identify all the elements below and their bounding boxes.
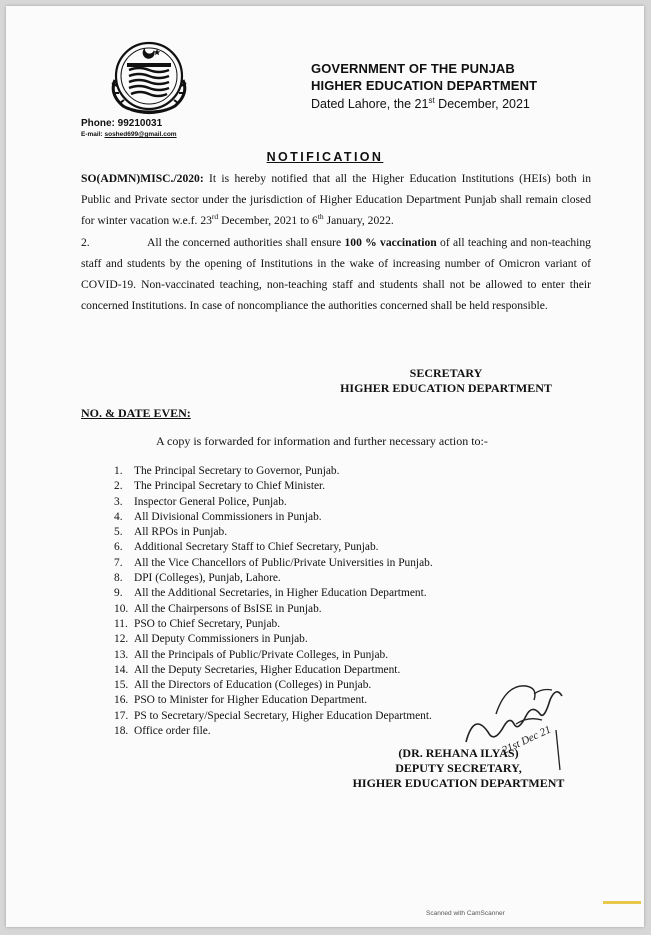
document-page [6,6,644,927]
handwritten-date: 21st Dec 21 [500,723,553,757]
recipient-text: All Divisional Commissioners in Punjab. [134,510,322,523]
recipient-text: All the Deputy Secretaries, Higher Education Department. [134,663,401,676]
paragraph-2 [81,232,591,316]
para2-text-b: of all teaching and non-teaching staff and students by the opening of Institutions in the wake of increasing number of Omicron variant of COVID-19. Non-vaccinated teaching, non-teaching staff and students shall not be allowed to enter their concerned Institutions. In case of noncompliance the authorities concerned shall be held responsible. [81,236,591,312]
recipient-item [114,525,433,540]
para1-text-c: January, 2022. [323,214,394,227]
signatory-department: HIGHER EDUCATION DEPARTMENT [352,776,565,790]
recipient-item [114,586,433,601]
recipient-text: All the Additional Secretaries, in Higher Education Department. [134,587,427,600]
recipient-text: All the Directors of Education (Colleges) in Punjab. [134,679,372,692]
department-name: HIGHER EDUCATION DEPARTMENT [311,78,538,93]
recipient-item [114,495,433,510]
recipient-number: 4. [114,510,123,523]
recipient-number: 9. [114,587,123,600]
recipient-text: PSO to Minister for Higher Education Department. [134,694,368,707]
secretary-title: SECRETARY [409,366,483,380]
recipient-number: 8. [114,572,123,585]
no-date-even: NO. & DATE EVEN: [81,406,191,420]
paragraph-1 [81,168,591,231]
secretary-department: HIGHER EDUCATION DEPARTMENT [340,381,552,395]
recipient-list [114,464,433,739]
scanner-watermark: Scanned with CamScanner [426,910,505,917]
vaccination-emphasis: 100 % vaccination [344,236,437,249]
copy-forwarded-line: A copy is forwarded for information and further necessary action to:- [156,434,488,448]
recipient-number: 15. [114,679,129,692]
recipient-item [114,571,433,586]
recipient-number: 18. [114,725,129,738]
signatory-name: (DR. REHANA ILYAS) [398,746,519,760]
recipient-number: 7. [114,556,123,569]
recipient-text: Office order file. [134,725,211,738]
recipient-number: 10. [114,602,129,615]
recipient-item [114,479,433,494]
secretary-signature-block [331,366,561,396]
recipient-number: 5. [114,526,123,539]
recipient-number: 12. [114,633,129,646]
recipient-item [114,693,433,708]
recipient-text: The Principal Secretary to Governor, Punjab. [134,465,340,477]
phone-number: Phone: 99210031 [81,118,163,129]
recipient-item [114,678,433,693]
reference-number: SO(ADMN)MISC./2020: [81,172,204,185]
recipient-number: 11. [114,617,128,630]
para1-sup-b: th [317,212,324,222]
recipient-item [114,602,433,617]
recipient-text: Additional Secretary Staff to Chief Secretary, Punjab. [134,541,379,554]
recipient-item [114,632,433,647]
recipient-text: All Deputy Commissioners in Punjab. [134,633,308,646]
recipient-item [114,464,433,479]
recipient-text: All the Principals of Public/Private Colleges, in Punjab. [134,648,389,661]
recipient-number: 3. [114,495,123,508]
para1-text-b: December, 2021 to 6 [218,214,318,227]
recipient-text: The Principal Secretary to Chief Minister. [134,480,326,493]
date-suffix: December, 2021 [434,97,530,112]
email-line [81,131,177,138]
recipient-number: 1. [114,465,123,477]
recipient-item [114,709,433,724]
recipient-number: 6. [114,541,123,554]
recipient-text: All the Vice Chancellors of Public/Private Universities in Punjab. [134,556,433,569]
government-heading [311,60,537,94]
recipient-number: 16. [114,694,129,707]
date-line [311,96,530,111]
government-name: GOVERNMENT OF THE PUNJAB [311,61,515,76]
recipient-text: All RPOs in Punjab. [134,526,228,539]
recipient-item [114,663,433,678]
notification-title: NOTIFICATION [266,150,384,164]
recipient-item [114,540,433,555]
signatory-title: DEPUTY SECRETARY, [395,761,522,775]
recipient-item [114,556,433,571]
recipient-text: PSO to Chief Secretary, Punjab. [134,617,281,630]
recipient-text: DPI (Colleges), Punjab, Lahore. [134,572,281,585]
para1-text-a: It is hereby notified that all the Higher Education Institutions (HEIs) both in Public and Private sector under the jurisdiction of Higher Education Department Punjab shall remain closed for winter vacation w.e.f. 23 [81,172,591,227]
deputy-secretary-signature-block [326,746,591,791]
para2-text-a: All the concerned authorities shall ensure [147,236,345,249]
date-prefix: Dated Lahore, the 21 [311,97,429,112]
recipient-number: 17. [114,709,129,722]
recipient-item [114,617,433,632]
recipient-number: 13. [114,648,129,661]
email-label: E-mail: [81,131,105,138]
recipient-text: Inspector General Police, Punjab. [134,495,287,508]
date-sup: st [428,96,435,105]
recipient-number: 2. [114,480,123,493]
scanner-accent-bar [603,901,641,904]
recipient-item [114,648,433,663]
recipient-item [114,724,433,739]
para1-sup-a: rd [211,212,219,222]
recipient-text: All the Chairpersons of BsISE in Punjab. [134,602,322,615]
punjab-government-logo [101,36,197,116]
recipient-text: PS to Secretary/Special Secretary, Higher Education Department. [134,709,432,722]
recipient-number: 14. [114,663,129,676]
email-address: soshed699@gmail.com [104,131,177,138]
para2-number: 2. [81,236,90,249]
recipient-item [114,510,433,525]
